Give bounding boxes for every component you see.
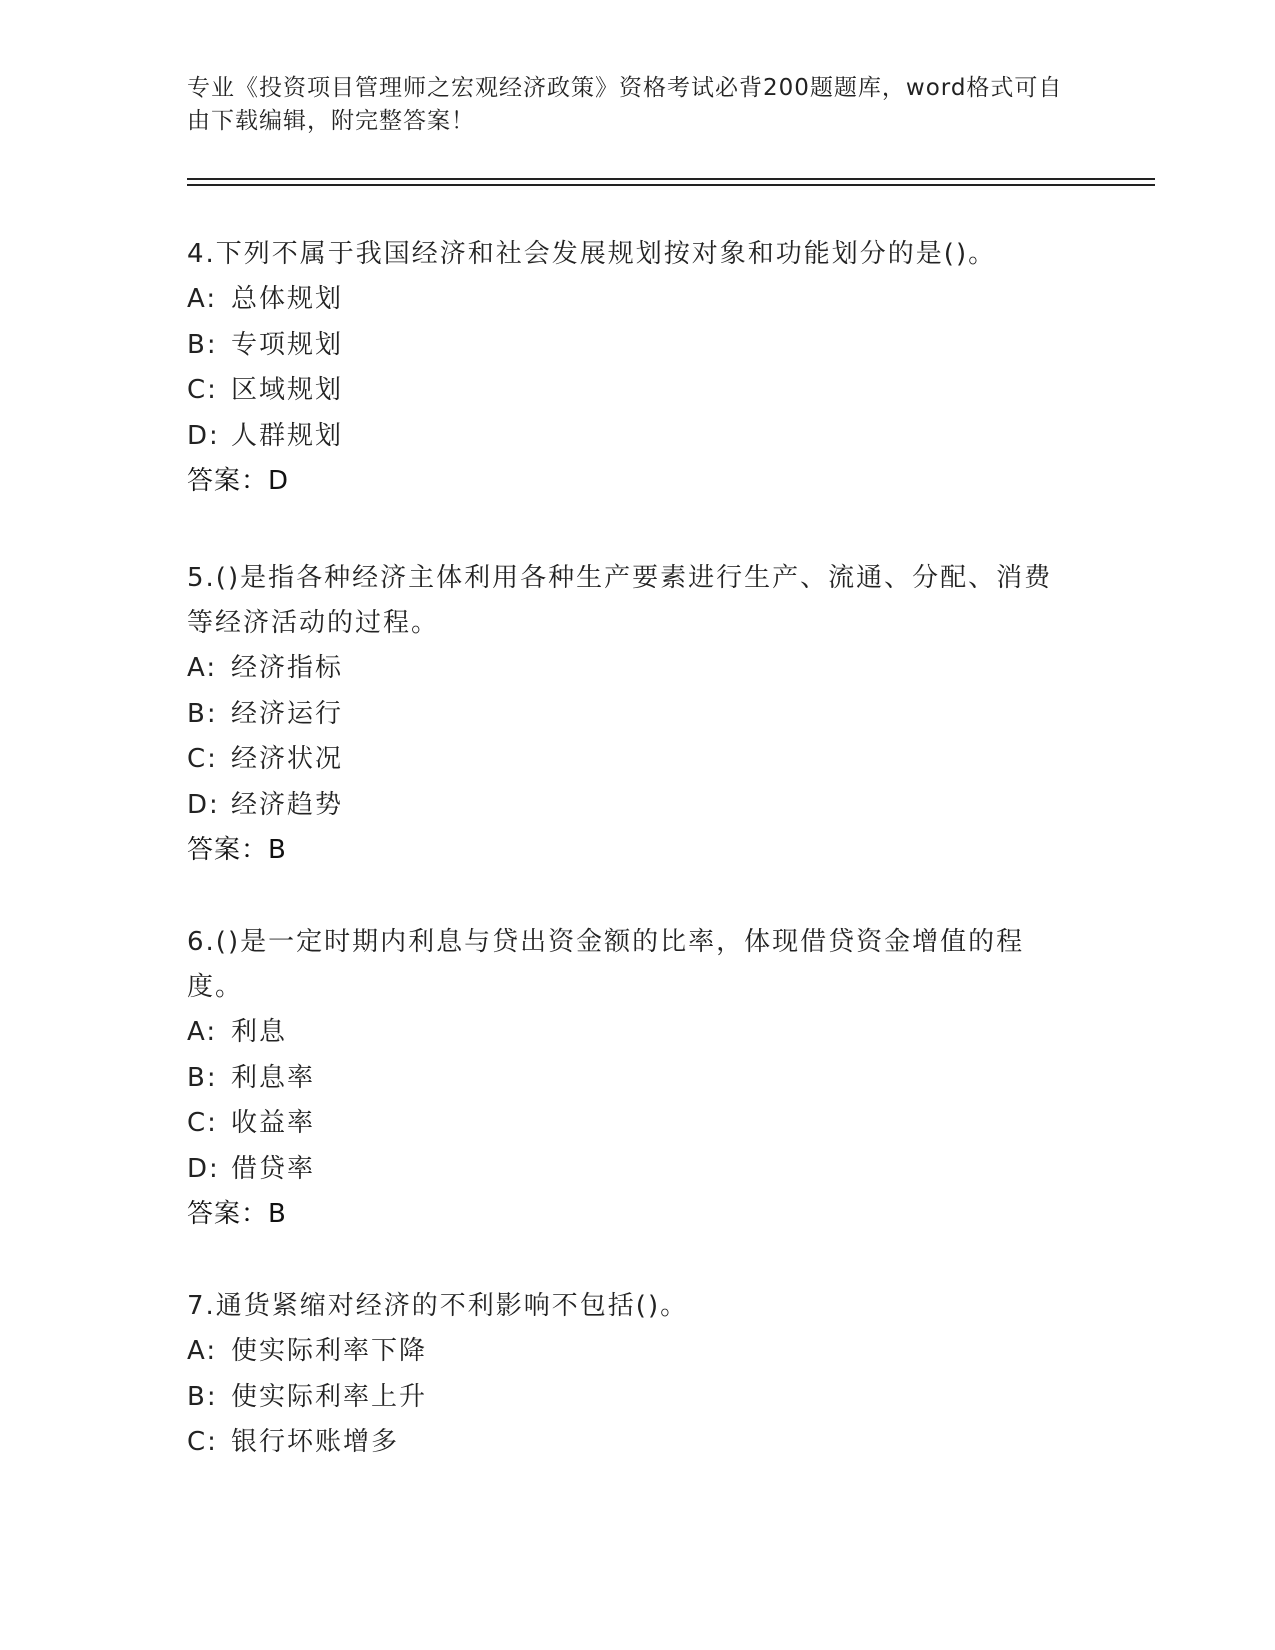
option-d xyxy=(187,1147,1067,1193)
option-c xyxy=(187,737,1067,783)
option-text: 借贷率 xyxy=(231,1153,316,1184)
option-text: 利息 xyxy=(231,1017,288,1047)
option-text: 使实际利率下降 xyxy=(231,1336,428,1366)
option-letter: D: xyxy=(187,420,220,451)
header-divider-top xyxy=(187,178,1155,180)
option-c xyxy=(187,368,1067,414)
question-6 xyxy=(187,920,1067,1238)
option-letter: C: xyxy=(187,744,218,774)
document-header-title: 专业《投资项目管理师之宏观经济政策》资格考试必背200题题库，word格式可自由下载编辑，附完整答案！ xyxy=(187,75,1063,134)
option-letter: C: xyxy=(187,375,218,405)
answer-line: 答案：B xyxy=(187,835,287,865)
option-letter: A: xyxy=(187,653,218,683)
option-d xyxy=(187,414,1067,460)
option-text: 经济运行 xyxy=(231,698,344,729)
option-a xyxy=(187,277,1067,323)
question-7 xyxy=(187,1284,1067,1466)
option-text: 经济状况 xyxy=(231,744,344,774)
option-text: 利息率 xyxy=(231,1062,316,1093)
option-text: 专项规划 xyxy=(231,329,344,360)
option-b xyxy=(187,323,1067,369)
option-c xyxy=(187,1101,1067,1147)
option-letter: C: xyxy=(187,1427,218,1457)
option-letter: D: xyxy=(187,789,220,820)
option-text: 银行坏账增多 xyxy=(231,1427,400,1457)
question-stem: 7.通货紧缩对经济的不利影响不包括()。 xyxy=(187,1291,689,1321)
option-letter: D: xyxy=(187,1153,220,1184)
question-stem: 6.()是一定时期内利息与贷出资金额的比率，体现借贷资金增值的程度。 xyxy=(187,927,1025,1002)
question-stem: 5.()是指各种经济主体利用各种生产要素进行生产、流通、分配、消费等经济活动的过程。 xyxy=(187,563,1053,638)
option-letter: B: xyxy=(187,1062,218,1093)
option-text: 经济趋势 xyxy=(231,789,344,820)
option-letter: A: xyxy=(187,284,218,314)
option-d xyxy=(187,783,1067,829)
option-letter: A: xyxy=(187,1336,218,1366)
option-b xyxy=(187,1375,1067,1421)
option-text: 经济指标 xyxy=(231,653,344,683)
option-letter: B: xyxy=(187,1381,218,1412)
option-letter: C: xyxy=(187,1108,218,1138)
option-letter: A: xyxy=(187,1017,218,1047)
option-a xyxy=(187,646,1067,692)
option-b xyxy=(187,1056,1067,1102)
option-letter: B: xyxy=(187,329,218,360)
option-a xyxy=(187,1010,1067,1056)
option-c xyxy=(187,1420,1067,1466)
question-5 xyxy=(187,556,1067,874)
option-text: 使实际利率上升 xyxy=(231,1381,428,1412)
question-4 xyxy=(187,232,1067,505)
header-divider-bottom xyxy=(187,184,1155,186)
option-a xyxy=(187,1329,1067,1375)
option-b xyxy=(187,692,1067,738)
option-letter: B: xyxy=(187,698,218,729)
option-text: 总体规划 xyxy=(231,284,344,314)
answer-line: 答案：B xyxy=(187,1199,287,1229)
option-text: 人群规划 xyxy=(231,420,344,451)
question-stem: 4.下列不属于我国经济和社会发展规划按对象和功能划分的是()。 xyxy=(187,239,997,269)
option-text: 收益率 xyxy=(231,1108,316,1138)
answer-line: 答案：D xyxy=(187,466,290,496)
option-text: 区域规划 xyxy=(231,375,344,405)
